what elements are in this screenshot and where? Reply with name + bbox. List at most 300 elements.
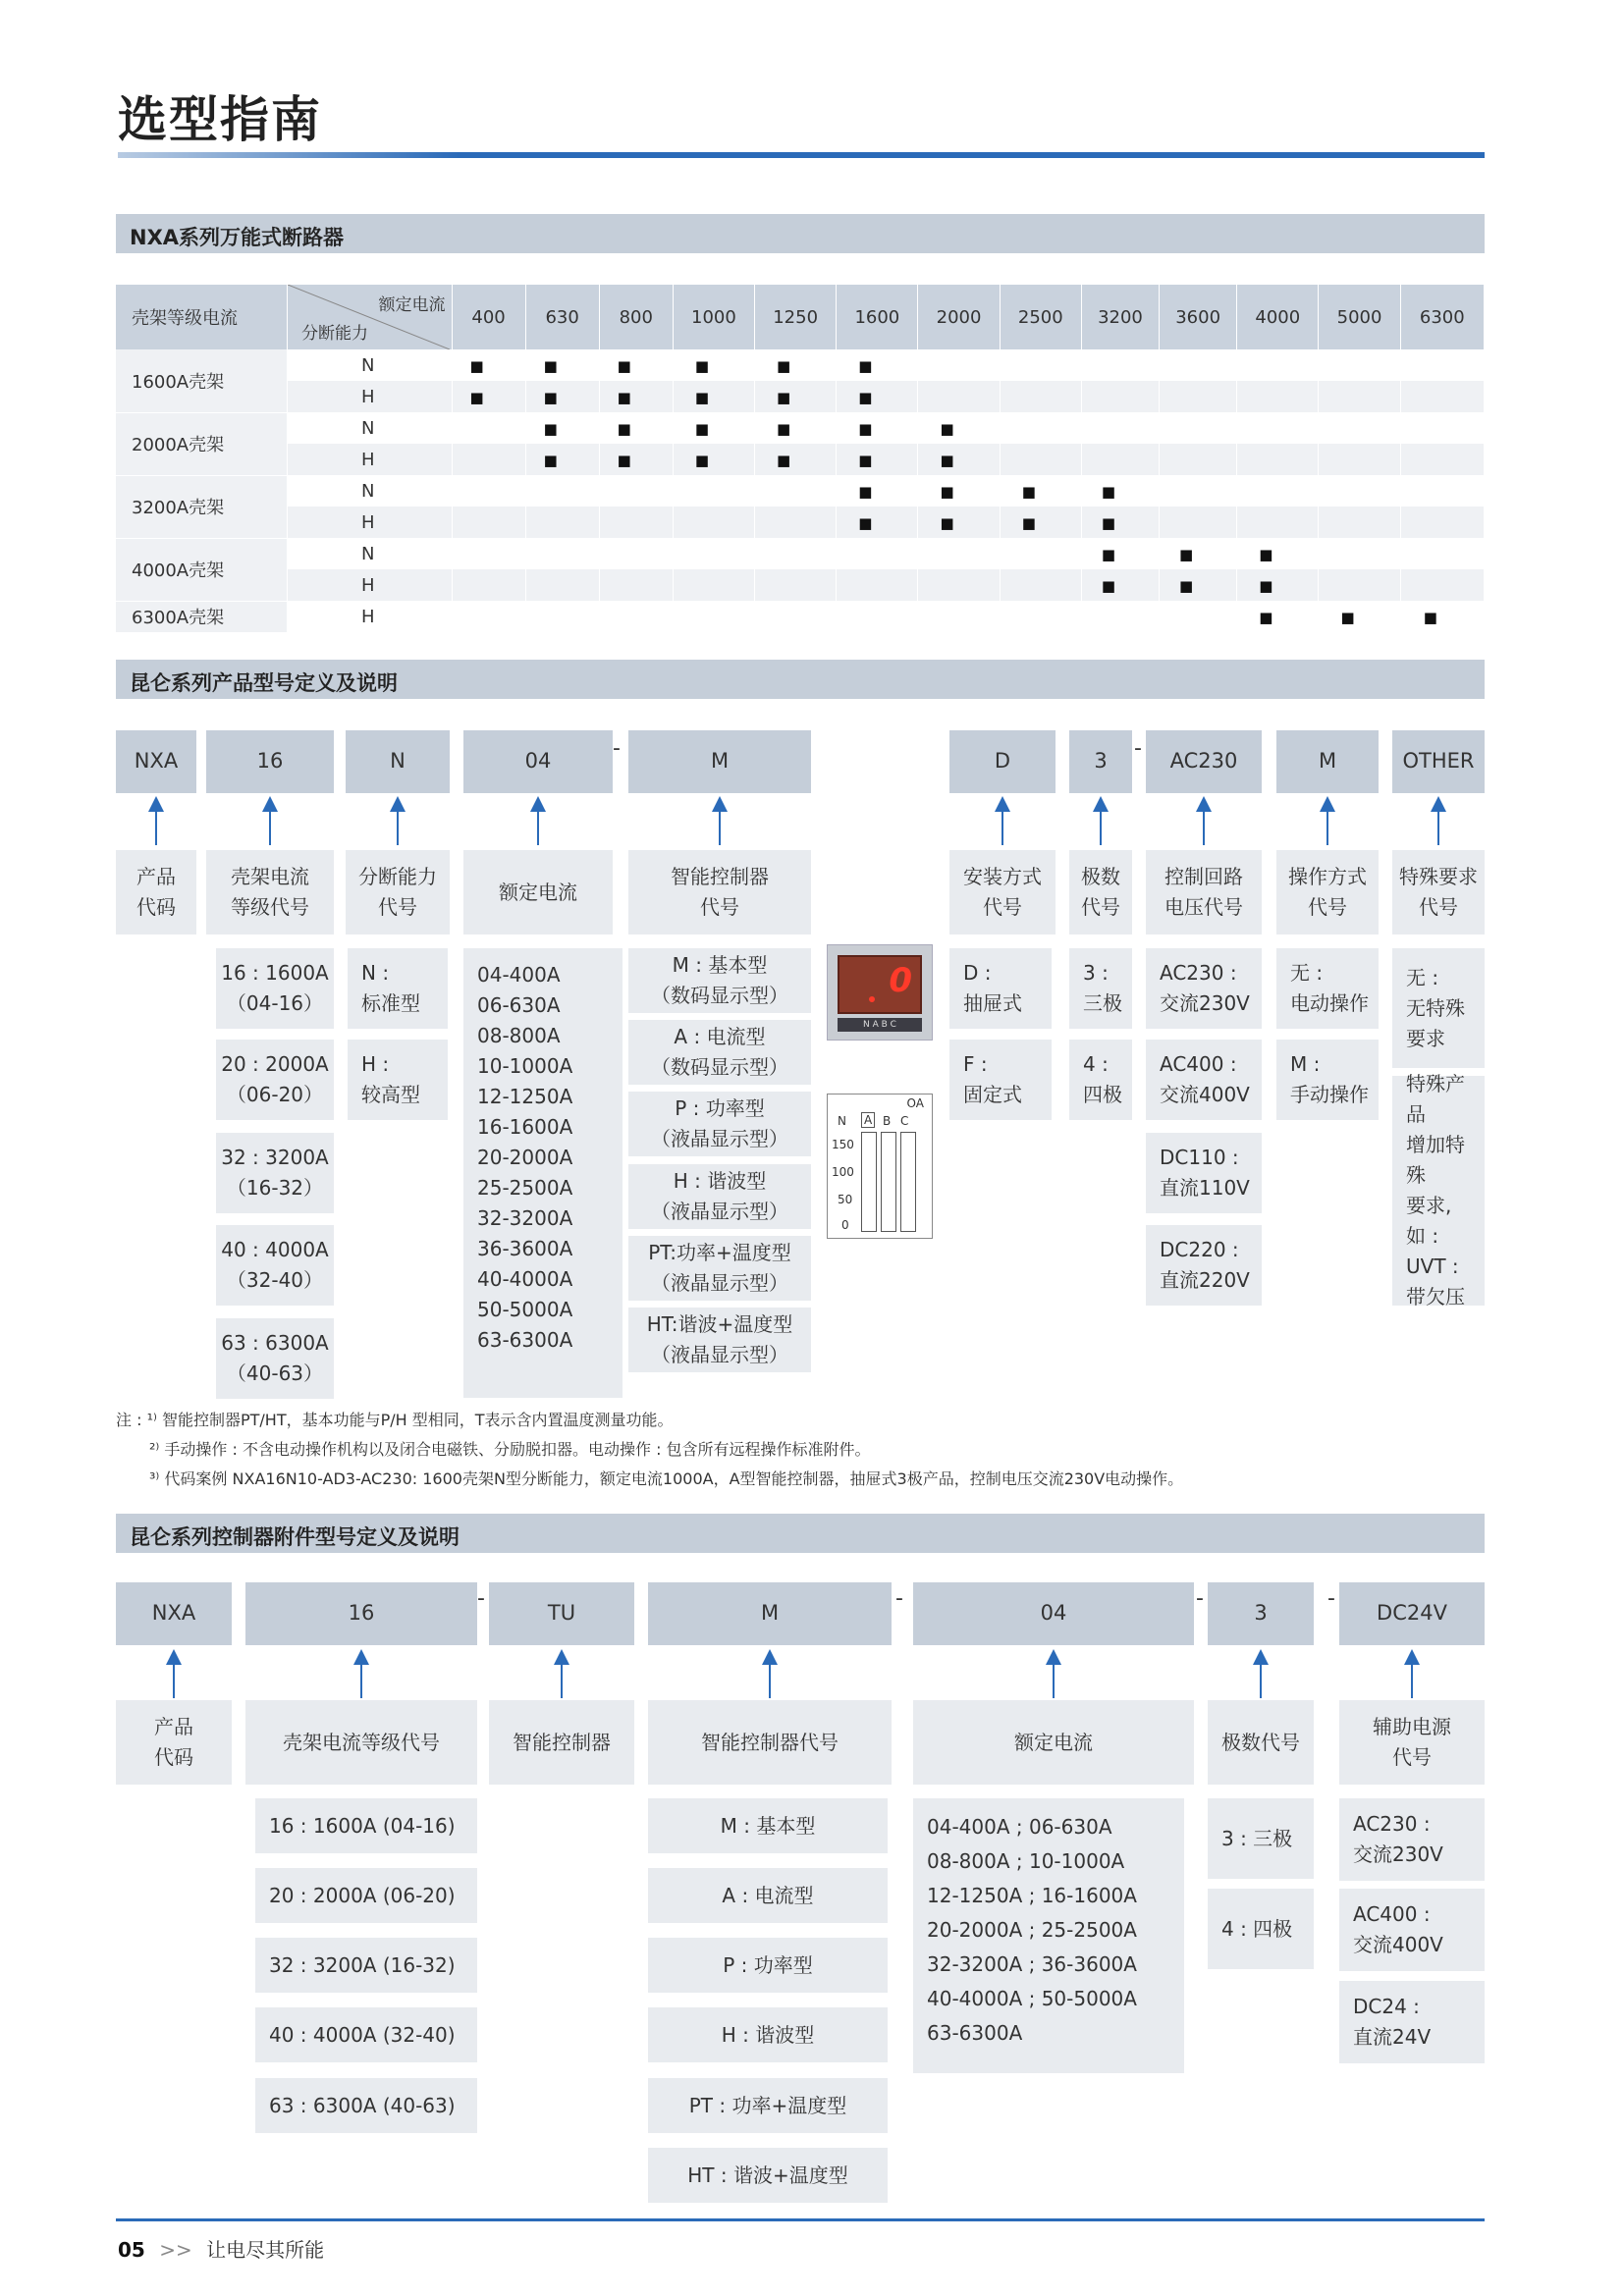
controller-option: M : 基本型 （数码显示型）: [628, 948, 811, 1013]
availability-mark: ■: [1021, 482, 1036, 501]
cell-4000: [1237, 381, 1319, 412]
availability-mark: ■: [543, 356, 558, 375]
section-header-model: 昆仑系列产品型号定义及说明: [116, 660, 1485, 699]
acc-pole-option: 4 : 四极: [1208, 1889, 1314, 1969]
cell-630: [525, 507, 599, 538]
cell-3200: [1081, 444, 1159, 475]
acc-controller-option: PT : 功率+温度型: [648, 2078, 888, 2133]
availability-mark: ■: [940, 451, 954, 469]
availability-mark: ■: [1259, 545, 1273, 563]
cell-800: [599, 349, 673, 381]
code-separator: -: [477, 1586, 485, 1611]
acc-controller-option: A : 电流型: [648, 1868, 888, 1923]
breaking-level: H: [288, 569, 452, 601]
availability-mark: ■: [1101, 576, 1116, 595]
col-header-2500: 2500: [1000, 285, 1081, 349]
availability-mark: ■: [1259, 608, 1273, 626]
code-separator: -: [1327, 1586, 1335, 1611]
cell-800: [599, 538, 673, 569]
cell-6300: [1400, 412, 1484, 444]
cell-3200: [1081, 601, 1159, 632]
code-separator: -: [1196, 1586, 1204, 1611]
cell-1600: [837, 412, 918, 444]
cell-5000: [1319, 507, 1400, 538]
arrow-up-icon: [769, 1653, 771, 1698]
breaking-level: H: [288, 507, 452, 538]
cell-4000: [1237, 412, 1319, 444]
acc-power-option: DC24 : 直流24V: [1339, 1981, 1485, 2063]
cell-1600: [837, 349, 918, 381]
cell-6300: [1400, 349, 1484, 381]
meter-tick-50: 50: [838, 1193, 853, 1206]
availability-mark: ■: [858, 451, 873, 469]
acc-controller-option: M : 基本型: [648, 1798, 888, 1853]
cell-800: [599, 412, 673, 444]
acc-code-label-6: 辅助电源 代号: [1339, 1700, 1485, 1785]
meter-tick-150: 150: [832, 1138, 854, 1151]
arrow-up-icon: [397, 800, 399, 845]
cell-3200: [1081, 507, 1159, 538]
frame-label: 4000A壳架: [116, 538, 288, 601]
cell-630: [525, 475, 599, 507]
availability-mark: ■: [1179, 576, 1194, 595]
col-header-630: 630: [525, 285, 599, 349]
acc-frame-option: 40 : 4000A (32-40): [255, 2007, 477, 2062]
availability-mark: ■: [858, 482, 873, 501]
col-header-800: 800: [599, 285, 673, 349]
arrow-up-icon: [1437, 800, 1439, 845]
cell-800: [599, 601, 673, 632]
code-box-1: 16: [206, 730, 334, 793]
cell-630: [525, 349, 599, 381]
mount-option: D : 抽屉式: [949, 948, 1052, 1029]
acc-pole-option: 3 : 三极: [1208, 1798, 1314, 1879]
cell-3600: [1160, 569, 1237, 601]
cell-1250: [755, 444, 837, 475]
current-option: 06-630A: [477, 993, 561, 1017]
frame-option: 16 : 1600A （04-16）: [216, 948, 334, 1029]
availability-mark: ■: [1101, 482, 1116, 501]
cell-1600: [837, 601, 918, 632]
acc-code-box-5: 3: [1208, 1582, 1314, 1645]
cell-1250: [755, 538, 837, 569]
acc-code-box-6: DC24V: [1339, 1582, 1485, 1645]
cell-6300: [1400, 475, 1484, 507]
acc-code-box-3: M: [648, 1582, 892, 1645]
breaking-level: N: [288, 475, 452, 507]
code-label-5: 安装方式 代号: [949, 850, 1056, 934]
cell-2500: [1000, 444, 1081, 475]
table-corner-left: 壳架等级电流: [116, 285, 288, 349]
cell-2500: [1000, 601, 1081, 632]
current-option: 63-6300A: [477, 1328, 573, 1352]
section-header-nxa: NXA系列万能式断路器: [116, 214, 1485, 253]
code-separator: -: [895, 1586, 903, 1611]
availability-mark: ■: [777, 388, 791, 406]
availability-mark: ■: [858, 419, 873, 438]
cell-2500: [1000, 381, 1081, 412]
voltage-option: DC110 : 直流110V: [1146, 1133, 1262, 1213]
cell-2000: [918, 569, 1000, 601]
acc-code-label-2: 智能控制器: [489, 1700, 634, 1785]
availability-mark: ■: [543, 419, 558, 438]
cell-2500: [1000, 412, 1081, 444]
current-option: 08-800A: [477, 1024, 561, 1047]
cell-630: [525, 569, 599, 601]
availability-mark: ■: [940, 482, 954, 501]
cell-2000: [918, 412, 1000, 444]
table-row: [116, 507, 1485, 538]
cell-5000: [1319, 569, 1400, 601]
col-header-2000: 2000: [918, 285, 1000, 349]
cell-2000: [918, 381, 1000, 412]
availability-mark: ■: [543, 388, 558, 406]
table-corner-top: 额定电流: [378, 295, 446, 315]
availability-mark: ■: [617, 419, 631, 438]
current-option: 20-2000A: [477, 1146, 573, 1169]
code-label-1: 壳架电流 等级代号: [206, 850, 334, 934]
voltage-option: AC230 : 交流230V: [1146, 948, 1262, 1029]
breaking-option: H : 较高型: [348, 1040, 448, 1120]
cell-1250: [755, 412, 837, 444]
acc-code-label-3: 智能控制器代号: [648, 1700, 892, 1785]
breaking-level: H: [288, 444, 452, 475]
cell-2000: [918, 538, 1000, 569]
code-separator: -: [613, 736, 621, 761]
breaking-level: H: [288, 381, 452, 412]
breaking-level: N: [288, 412, 452, 444]
cell-3600: [1160, 538, 1237, 569]
cell-1000: [673, 569, 754, 601]
cell-1600: [837, 569, 918, 601]
current-option: 16-1600A: [477, 1115, 573, 1139]
cell-3600: [1160, 381, 1237, 412]
lcd-indicator: [869, 996, 875, 1002]
availability-mark: ■: [940, 419, 954, 438]
breaking-level: N: [288, 538, 452, 569]
table-row: [116, 349, 1485, 381]
cell-3600: [1160, 412, 1237, 444]
cell-800: [599, 475, 673, 507]
cell-3600: [1160, 507, 1237, 538]
current-option: 10-1000A: [477, 1054, 573, 1078]
table-corner-bottom: 分断能力: [301, 324, 369, 344]
availability-mark: ■: [1101, 545, 1116, 563]
cell-1600: [837, 507, 918, 538]
availability-mark: ■: [469, 356, 484, 375]
meter-tick-0: 0: [841, 1218, 849, 1232]
acc-power-option: AC230 : 交流230V: [1339, 1798, 1485, 1881]
controller-option: P : 功率型 （液晶显示型）: [628, 1092, 811, 1156]
table-row: [116, 569, 1485, 601]
special-option: 无 : 无特殊 要求: [1392, 948, 1485, 1068]
code-separator: -: [1134, 736, 1142, 761]
table-row: [116, 381, 1485, 412]
cell-3600: [1160, 601, 1237, 632]
cell-630: [525, 601, 599, 632]
availability-mark: ■: [617, 356, 631, 375]
meter-c: C: [900, 1114, 909, 1128]
operation-option: M : 手动操作: [1276, 1040, 1379, 1120]
lcd-screen: [838, 955, 922, 1014]
cell-400: [452, 444, 525, 475]
footer-slogan: 让电尽其所能: [206, 2238, 325, 2262]
cell-4000: [1237, 349, 1319, 381]
code-box-3: 04: [463, 730, 613, 793]
availability-mark: ■: [694, 356, 709, 375]
acc-frame-option: 16 : 1600A (04-16): [255, 1798, 477, 1853]
footer-rule: [116, 2218, 1485, 2221]
code-box-7: AC230: [1146, 730, 1262, 793]
cell-5000: [1319, 444, 1400, 475]
current-option: 04-400A: [477, 963, 561, 987]
cell-400: [452, 601, 525, 632]
col-header-5000: 5000: [1319, 285, 1400, 349]
current-option: 25-2500A: [477, 1176, 573, 1200]
arrow-up-icon: [537, 800, 539, 845]
meter-tick-100: 100: [832, 1165, 854, 1179]
acc-frame-option: 63 : 6300A (40-63): [255, 2078, 477, 2133]
cell-1600: [837, 444, 918, 475]
code-box-4: M: [628, 730, 811, 793]
frame-option: 32 : 3200A （16-32）: [216, 1133, 334, 1213]
current-option: 32-3200A: [477, 1206, 573, 1230]
acc-controller-option: P : 功率型: [648, 1938, 888, 1993]
availability-mark: ■: [777, 451, 791, 469]
cell-6300: [1400, 507, 1484, 538]
cell-800: [599, 444, 673, 475]
col-header-6300: 6300: [1400, 285, 1484, 349]
acc-frame-option: 20 : 2000A (06-20): [255, 1868, 477, 1923]
cell-2500: [1000, 569, 1081, 601]
cell-6300: [1400, 444, 1484, 475]
cell-3200: [1081, 349, 1159, 381]
cell-1250: [755, 507, 837, 538]
cell-3200: [1081, 412, 1159, 444]
cell-2000: [918, 349, 1000, 381]
cell-2000: [918, 444, 1000, 475]
col-header-4000: 4000: [1237, 285, 1319, 349]
pole-option: 3 : 三极: [1069, 948, 1132, 1029]
pole-option: 4 : 四极: [1069, 1040, 1132, 1120]
availability-mark: ■: [1259, 576, 1273, 595]
breaking-level: H: [288, 601, 452, 632]
cell-1250: [755, 349, 837, 381]
table-row: [116, 538, 1485, 569]
mount-option: F : 固定式: [949, 1040, 1052, 1120]
code-label-7: 控制回路 电压代号: [1146, 850, 1262, 934]
frame-option: 63 : 6300A （40-63）: [216, 1318, 334, 1399]
code-box-6: 3: [1069, 730, 1132, 793]
controller-option: H : 谐波型 （液晶显示型）: [628, 1164, 811, 1229]
cell-400: [452, 381, 525, 412]
cell-1600: [837, 381, 918, 412]
page-number: 05: [118, 2238, 145, 2262]
cell-2500: [1000, 349, 1081, 381]
table-corner-diagonal: [288, 285, 452, 349]
arrow-up-icon: [561, 1653, 563, 1698]
cell-2500: [1000, 475, 1081, 507]
arrow-up-icon: [1053, 1653, 1055, 1698]
table-row: [116, 412, 1485, 444]
cell-1000: [673, 349, 754, 381]
code-box-2: N: [346, 730, 450, 793]
table-row: [116, 444, 1485, 475]
availability-mark: ■: [617, 388, 631, 406]
availability-mark: ■: [694, 451, 709, 469]
cell-1250: [755, 381, 837, 412]
availability-mark: ■: [469, 388, 484, 406]
acc-code-box-2: TU: [489, 1582, 634, 1645]
controller-option: A : 电流型 （数码显示型）: [628, 1020, 811, 1085]
code-box-0: NXA: [116, 730, 196, 793]
availability-mark: ■: [694, 388, 709, 406]
acc-frame-option: 32 : 3200A (16-32): [255, 1938, 477, 1993]
arrow-up-icon: [1001, 800, 1003, 845]
acc-code-label-0: 产品 代码: [116, 1700, 232, 1785]
col-header-1600: 1600: [837, 285, 918, 349]
meter-bar-b: [881, 1132, 896, 1232]
cell-630: [525, 381, 599, 412]
availability-mark: ■: [858, 513, 873, 532]
note-2: ²⁾ 手动操作 : 不含电动操作机构以及闭合电磁铁、分励脱扣器。电动操作 : 包含所有远程操作标准附件。: [149, 1440, 871, 1459]
col-header-1250: 1250: [755, 285, 837, 349]
cell-1000: [673, 507, 754, 538]
col-header-1000: 1000: [673, 285, 754, 349]
table-row: [116, 601, 1485, 632]
lcd-digit: 0: [889, 961, 912, 1000]
code-label-9: 特殊要求 代号: [1392, 850, 1485, 934]
availability-mark: ■: [777, 356, 791, 375]
acc-code-box-0: NXA: [116, 1582, 232, 1645]
acc-current-list: 04-400A ; 06-630A 08-800A ; 10-1000A 12-1250A ; 16-1600A 20-2000A ; 25-2500A 32-3200A ; 36-3600A 40-4000A ; 50-5000A 63-6300A: [913, 1798, 1184, 2073]
voltage-option: AC400 : 交流400V: [1146, 1040, 1262, 1120]
cell-4000: [1237, 444, 1319, 475]
cell-400: [452, 507, 525, 538]
arrow-up-icon: [1100, 800, 1102, 845]
meter-b: B: [883, 1114, 892, 1128]
arrow-up-icon: [1326, 800, 1328, 845]
cell-1250: [755, 601, 837, 632]
availability-mark: ■: [543, 451, 558, 469]
acc-controller-option: H : 谐波型: [648, 2007, 888, 2062]
breaking-option: N : 标准型: [348, 948, 448, 1029]
acc-code-label-1: 壳架电流等级代号: [245, 1700, 477, 1785]
cell-2000: [918, 601, 1000, 632]
availability-mark: ■: [777, 419, 791, 438]
cell-3600: [1160, 475, 1237, 507]
cell-400: [452, 349, 525, 381]
cell-5000: [1319, 412, 1400, 444]
availability-mark: ■: [1101, 513, 1116, 532]
current-option: 40-4000A: [477, 1267, 573, 1291]
operation-option: 无 : 电动操作: [1276, 948, 1379, 1029]
acc-code-label-5: 极数代号: [1208, 1700, 1314, 1785]
col-header-3200: 3200: [1081, 285, 1159, 349]
cell-4000: [1237, 475, 1319, 507]
arrow-up-icon: [1411, 1653, 1413, 1698]
controller-option: HT:谐波+温度型 （液晶显示型）: [628, 1308, 811, 1372]
cell-630: [525, 444, 599, 475]
cell-800: [599, 381, 673, 412]
cell-1000: [673, 444, 754, 475]
cell-4000: [1237, 601, 1319, 632]
cell-5000: [1319, 538, 1400, 569]
cell-1000: [673, 538, 754, 569]
cell-2000: [918, 507, 1000, 538]
arrow-up-icon: [1260, 1653, 1262, 1698]
code-box-9: OTHER: [1392, 730, 1485, 793]
arrow-up-icon: [269, 800, 271, 845]
voltage-option: DC220 : 直流220V: [1146, 1225, 1262, 1306]
arrow-up-icon: [1203, 800, 1205, 845]
cell-1000: [673, 412, 754, 444]
code-label-3: 额定电流: [463, 850, 613, 934]
acc-power-option: AC400 : 交流400V: [1339, 1889, 1485, 1971]
meter-bar-a: [861, 1132, 877, 1232]
current-option: 36-3600A: [477, 1237, 573, 1260]
cell-1600: [837, 538, 918, 569]
cell-6300: [1400, 569, 1484, 601]
cell-3200: [1081, 538, 1159, 569]
meter-oa: OA: [906, 1096, 924, 1110]
cell-400: [452, 475, 525, 507]
note-1: 注 : ¹⁾ 智能控制器PT/HT，基本功能与P/H 型相同，T表示含内置温度测量功能。: [116, 1411, 674, 1429]
cell-400: [452, 538, 525, 569]
cell-400: [452, 569, 525, 601]
arrow-up-icon: [719, 800, 721, 845]
lcd-illustration: [827, 944, 933, 1041]
cell-3600: [1160, 349, 1237, 381]
cell-1000: [673, 601, 754, 632]
section-header-accessory: 昆仑系列控制器附件型号定义及说明: [116, 1514, 1485, 1553]
cell-6300: [1400, 538, 1484, 569]
cell-2500: [1000, 538, 1081, 569]
cell-1000: [673, 381, 754, 412]
code-box-8: M: [1276, 730, 1379, 793]
arrow-up-icon: [155, 800, 157, 845]
selection-table: [116, 285, 1485, 633]
availability-mark: ■: [694, 419, 709, 438]
cell-6300: [1400, 381, 1484, 412]
footer: [118, 2234, 324, 2263]
acc-code-label-4: 额定电流: [913, 1700, 1194, 1785]
cell-5000: [1319, 601, 1400, 632]
frame-option: 40 : 4000A （32-40）: [216, 1225, 334, 1306]
cell-3600: [1160, 444, 1237, 475]
cell-4000: [1237, 569, 1319, 601]
meter-bar-c: [900, 1132, 916, 1232]
arrow-up-icon: [360, 1653, 362, 1698]
frame-label: 1600A壳架: [116, 349, 288, 412]
cell-1250: [755, 569, 837, 601]
breaking-level: N: [288, 349, 452, 381]
table-row: [116, 475, 1485, 507]
availability-mark: ■: [617, 451, 631, 469]
bar-meter-illustration: [827, 1094, 933, 1239]
availability-mark: ■: [1021, 513, 1036, 532]
cell-6300: [1400, 601, 1484, 632]
code-label-2: 分断能力 代号: [346, 850, 450, 934]
code-label-6: 极数 代号: [1069, 850, 1132, 934]
title-underline: [118, 152, 1485, 158]
cell-5000: [1319, 475, 1400, 507]
cell-800: [599, 569, 673, 601]
current-option: 50-5000A: [477, 1298, 573, 1321]
note-3: ³⁾ 代码案例 NXA16N10-AD3-AC230: 1600壳架N型分断能力，额定电流1000A，A型智能控制器，抽屉式3极产品，控制电压交流230V电动操作。: [149, 1469, 1184, 1488]
availability-mark: ■: [940, 513, 954, 532]
cell-1000: [673, 475, 754, 507]
